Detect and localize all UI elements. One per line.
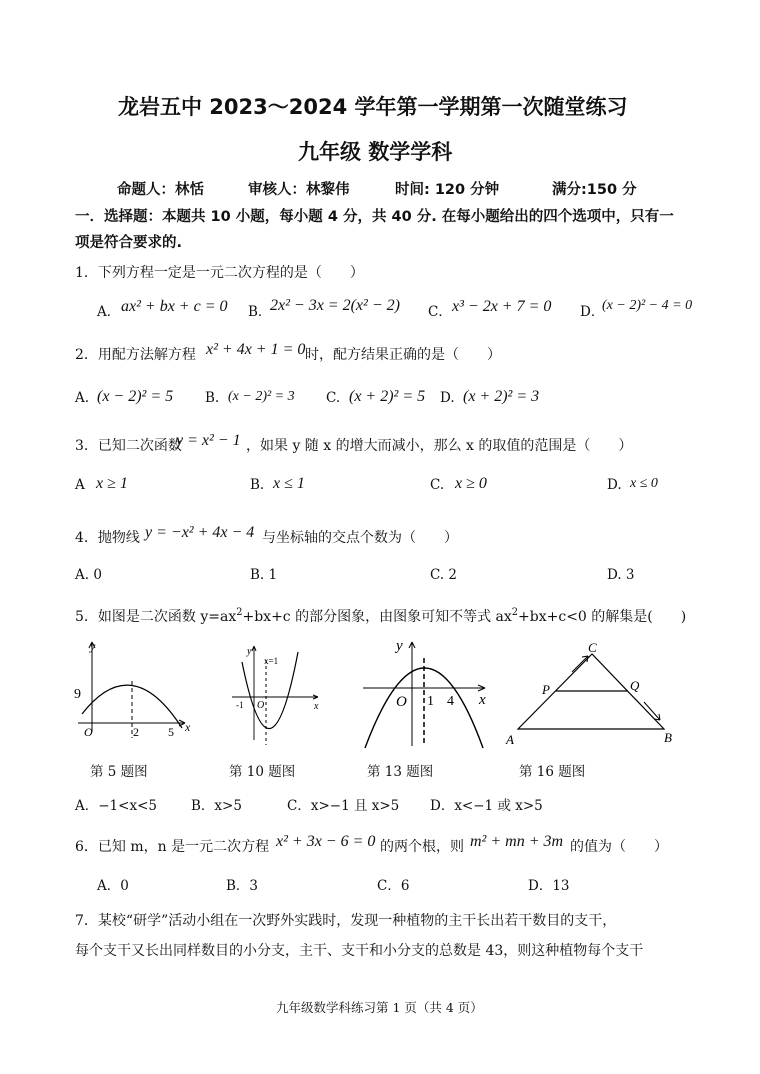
q2-option-a-label: A.: [75, 390, 90, 406]
fig5-label-2: 2: [133, 725, 139, 739]
exam-time: 时间: 120 分钟: [395, 182, 500, 198]
q3-stem-post: ，如果 y 随 x 的增大而减小，那么 x 的取值的范围是（ ）: [246, 438, 633, 454]
q4-equation: y = −x² + 4x − 4: [145, 524, 255, 541]
fig13-label-1: 1: [427, 694, 434, 709]
q3-option-d: x ≤ 0: [630, 476, 658, 491]
fig5-label-5: 5: [168, 725, 174, 739]
fig13-x-label: x: [479, 692, 486, 708]
q6-option-a: A．0: [97, 878, 129, 894]
figure-13: [355, 636, 500, 751]
exam-title: 龙岩五中 2023～2024 学年第一学期第一次随堂练习: [118, 95, 628, 119]
q5-stem-mid: +bx+c 的部分图象，由图象可知不等式 ax: [242, 609, 512, 625]
figure-16: [504, 640, 684, 750]
q4-option-d: D. 3: [607, 567, 635, 583]
fig5-y-label: y: [90, 639, 96, 653]
figure-10: [228, 640, 328, 750]
q3-option-b: x ≤ 1: [273, 475, 305, 492]
page-footer: 九年级数学科练习第 1 页（共 4 页）: [276, 1000, 483, 1015]
q5-stem: [75, 606, 686, 626]
q4-stem-post: 与坐标轴的交点个数为（ ）: [262, 530, 458, 546]
fig10-origin: O: [257, 700, 265, 711]
q5-option-a: A．−1<x<5: [75, 798, 157, 814]
fig10-label-x1: x=1: [264, 656, 279, 666]
fig13-y-label: y: [396, 638, 403, 654]
fig16-label-b: B: [664, 730, 672, 745]
q1-option-b: 2x² − 3x = 2(x² − 2): [270, 297, 400, 314]
fig5-caption: 第 5 题图: [90, 764, 148, 780]
q6-equation: x² + 3x − 6 = 0: [276, 833, 376, 850]
q3-option-c: x ≥ 0: [455, 475, 487, 492]
fig5-label-9: 9: [74, 687, 81, 702]
q6-stem-post: 的值为（ ）: [570, 839, 668, 855]
q2-option-c-label: C.: [326, 390, 341, 406]
q4-option-b: B. 1: [250, 567, 278, 583]
q2-stem-pre: 2．用配方法解方程: [75, 347, 196, 363]
q2-option-d: (x + 2)² = 3: [463, 388, 540, 405]
q2-stem-post: 时，配方结果正确的是（ ）: [305, 347, 501, 363]
q5-option-b: B．x>5: [191, 798, 242, 814]
q3-stem-pre: 3．已知二次函数: [75, 438, 182, 454]
fig16-label-c: C: [588, 640, 597, 655]
q3-option-a: x ≥ 1: [96, 475, 128, 492]
q1-option-d-label: D．: [580, 304, 605, 320]
q5-stem-post: +bx+c<0 的解集是( ): [518, 609, 687, 625]
fig16-caption: 第 16 题图: [519, 764, 586, 780]
q5-option-c: C．x>−1 且 x>5: [287, 798, 400, 814]
exam-subtitle: 九年级 数学学科: [298, 140, 453, 164]
q5-option-d: D．x<−1 或 x>5: [430, 798, 543, 814]
proposer: 命题人：林恬: [117, 182, 204, 198]
q1-option-b-label: B．: [248, 304, 272, 320]
q3-option-b-label: B.: [250, 477, 265, 493]
q1-option-a: ax² + bx + c = 0: [121, 298, 228, 315]
q2-option-b-label: B.: [205, 390, 220, 406]
fig10-caption: 第 10 题图: [229, 764, 296, 780]
q4-option-a: A. 0: [75, 567, 102, 583]
q1-option-a-label: A．: [97, 304, 121, 320]
fig10-x-label: x: [314, 701, 319, 712]
q1-stem: 1．下列方程一定是一元二次方程的是（ ）: [75, 265, 364, 281]
q1-option-d: (x − 2)² − 4 = 0: [602, 298, 693, 313]
section-instructions-line2: 项是符合要求的.: [75, 235, 183, 251]
q5-sup-2: 2: [511, 607, 519, 618]
q1-option-c-label: C．: [428, 304, 452, 320]
q2-option-c: (x + 2)² = 5: [349, 388, 426, 405]
fig16-label-p: P: [542, 682, 550, 697]
q4-option-c: C. 2: [430, 567, 458, 583]
q6-stem-mid: 的两个根，则: [380, 839, 464, 855]
reviewer: 审核人：林黎伟: [248, 182, 350, 198]
q3-option-d-label: D.: [607, 477, 622, 493]
fig13-origin: O: [396, 694, 407, 710]
q5-sup-1: 2: [236, 607, 243, 618]
q2-option-a: (x − 2)² = 5: [97, 388, 174, 405]
figure-5: [70, 636, 200, 746]
section-instructions-line1: 一．选择题：本题共 10 小题，每小题 4 分，共 40 分. 在每小题给出的四个选项中，只有一: [75, 209, 674, 225]
q6-option-d: D．13: [528, 878, 570, 894]
q6-option-c: C．6: [377, 878, 410, 894]
q2-option-b: (x − 2)² = 3: [228, 389, 295, 404]
q3-equation: y = x² − 1: [176, 432, 241, 449]
fig16-label-q: Q: [630, 678, 640, 693]
fig13-label-4: 4: [447, 694, 454, 709]
fig16-label-a: A: [506, 732, 514, 747]
q6-option-b: B．3: [226, 878, 259, 894]
q3-option-a-label: A: [75, 477, 85, 493]
q3-option-c-label: C.: [430, 477, 445, 493]
q6-stem-pre: 6．已知 m，n 是一元二次方程: [75, 839, 270, 855]
q2-option-d-label: D.: [440, 390, 455, 406]
fig13-caption: 第 13 题图: [367, 764, 434, 780]
q1-option-c: x³ − 2x + 7 = 0: [452, 298, 552, 315]
q6-expression: m² + mn + 3m: [470, 833, 564, 850]
fig5-origin: O: [84, 725, 93, 739]
fig5-x-label: x: [185, 720, 191, 734]
fig10-label-minus1: -1: [236, 700, 244, 710]
q4-stem-pre: 4．抛物线: [75, 530, 140, 546]
fig10-y-label: y: [247, 646, 252, 657]
q7-line2: 每个支干又长出同样数目的小分支，主干、支干和小分支的总数是 43，则这种植物每个支干: [75, 943, 644, 959]
q2-equation: x² + 4x + 1 = 0: [206, 341, 306, 358]
fig16-arrow-pc: [572, 656, 588, 672]
q7-line1: 7．某校“研学”活动小组在一次野外实践时，发现一种植物的主干长出若干数目的支干，: [75, 913, 617, 929]
full-score: 满分:150 分: [552, 182, 637, 198]
q5-stem-pre: 5．如图是二次函数 y=ax: [75, 609, 237, 625]
